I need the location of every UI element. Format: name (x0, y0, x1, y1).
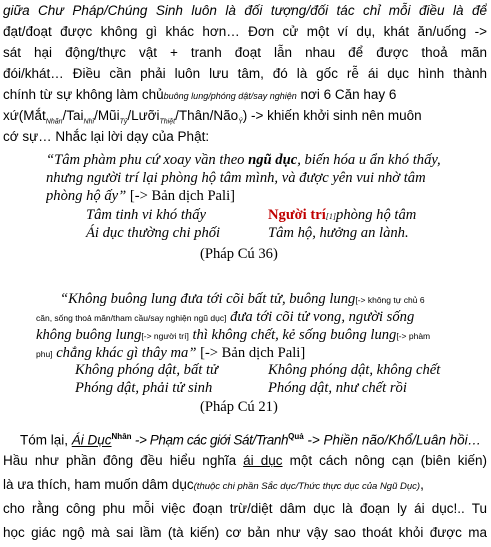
text: chính từ sự không làm chủ (3, 87, 164, 102)
text: thì không chết, kẻ sống buông lung (188, 327, 397, 343)
para1-line-5 (3, 84, 487, 107)
verse21-col2-line-1 (268, 361, 440, 379)
text: Tóm lại, (20, 432, 72, 448)
inline-note: căn, sống thoả mãn/tham cầu/say nghiện ngũ dục] (36, 313, 227, 323)
text: (Pháp Cú 36) (200, 246, 278, 262)
inline-note: [-> người trí] (141, 331, 189, 341)
pali-link[interactable]: [-> Bản dịch Pali] (196, 345, 306, 361)
text: “Tâm phàm phu cứ xoay vần theo (46, 152, 249, 168)
verse36-col1-line-1 (86, 206, 206, 224)
inline-note: [-> phàm (396, 331, 431, 341)
text: xứ(Mắt (3, 108, 46, 123)
text: nơi 6 Căn hay 6 (296, 87, 397, 102)
text: Ái dục thường chi phối (86, 225, 221, 241)
text: , (420, 477, 424, 492)
text: đạt/đoạt được không gì khác hơn… Đơn cử một ví dụ, khát ăn/uống -> (3, 24, 487, 39)
text: chẳng khác gì thây ma” (52, 345, 197, 361)
text: Phóng dật, như chết rồi (268, 380, 407, 396)
verse36-col2-line-1 (268, 206, 416, 226)
inline-note: (thuộc chi phần Sắc dục/Thức thực dục của Ngũ Dục) (193, 481, 421, 492)
superscript: Quả (288, 432, 304, 441)
para2-line-1 (3, 450, 487, 471)
text: cớ sự… Nhắc lại lời dạy của Phật: (3, 129, 210, 144)
para2-line-3 (3, 498, 487, 519)
text: /Mũi (94, 108, 120, 123)
inline-note: [-> không tự chủ 6 (355, 295, 425, 305)
verse21-col2-line-2 (268, 379, 407, 397)
emphasis: ngũ dục (248, 152, 298, 168)
subscript: Ý (238, 118, 243, 126)
text: giữa Chư Pháp/Chúng Sinh luôn là đối tượng/đối tác chỉ mỗi điều là để (3, 3, 487, 18)
subscript: Nhãn (45, 118, 63, 126)
term-ai-duc: Ái Dục (71, 432, 112, 448)
highlighted-term: Người trí (268, 207, 326, 223)
text: /Tai (62, 108, 84, 123)
inline-note: buông lung/phóng dật/say nghiện (163, 91, 297, 101)
text: phòng hộ ấy” (46, 188, 127, 204)
para2-line-4 (3, 522, 487, 543)
text: học giác ngộ mà sai lầm (tà kiến) cơ bản như vậy sao thoát khỏi được ma (3, 525, 487, 540)
text: nhưng người trí lại phòng hộ tâm mình, và được yên vui nhờ tâm (46, 170, 426, 186)
para1-line-3 (3, 42, 487, 63)
verse21-col1-line-2 (75, 379, 212, 397)
footnote-ref[interactable]: [1] (325, 212, 337, 221)
text: cho rằng công phu mỗi việc đoạn trừ/diệt dâm dục là đoạn ly ái dục!.. Tu (3, 501, 487, 516)
text: Không phóng dật, không chết (268, 362, 441, 378)
subscript: Tỷ (119, 118, 128, 126)
text: phòng hộ tâm (336, 207, 417, 223)
text: Tâm tinh vi khó thấy (86, 207, 206, 223)
superscript: Nhân (111, 432, 132, 441)
text: -> Phạm các giới Sát/Tranh (131, 432, 289, 448)
para1-line-1 (3, 0, 487, 21)
text: là ưa thích, ham muốn dâm dục (3, 477, 194, 492)
para1-line-4 (3, 63, 487, 84)
text: đói/khát… Điều cần phải luôn lưu tâm, đó là gốc rễ ái dục hình thành (3, 66, 487, 81)
summary-line (20, 426, 487, 451)
term-ai-duc: ái dục (243, 453, 283, 468)
text: Hầu như phần đông đều hiểu nghĩa (3, 453, 244, 468)
verse36-citation (200, 245, 278, 263)
inline-note: phu] (36, 349, 53, 359)
para1-line-6 (3, 105, 487, 126)
verse36-quote-line-1 (46, 151, 487, 169)
verse36-quote-line-3 (46, 187, 487, 205)
text: , biến hóa u ẩn khó thấy, (297, 152, 441, 168)
verse21-col1-line-1 (75, 361, 218, 379)
text: ) -> khiến khởi sinh nên muôn (242, 108, 422, 123)
text: Phóng dật, phải tử sinh (75, 380, 213, 396)
text: /Lưỡi (127, 108, 160, 123)
para2-line-2 (3, 474, 487, 497)
text: một cách nông cạn (biên kiến) (282, 453, 487, 468)
subscript: Thiệt (159, 118, 176, 126)
verse36-col1-line-2 (86, 224, 220, 242)
text: Tâm hộ, hưởng an lành. (268, 225, 409, 241)
text: “Không buông lung đưa tới cõi bất tử, buông lung (60, 291, 356, 307)
text: -> Phiền não/Khổ/Luân hồi… (303, 432, 482, 448)
text: (Pháp Cú 21) (200, 399, 278, 415)
verse36-quote-line-2 (46, 169, 487, 187)
text: không buông lung (36, 327, 142, 343)
subscript: Nhĩ (83, 118, 95, 126)
pali-link[interactable]: [-> Bản dịch Pali] (126, 188, 236, 204)
para1-line-2 (3, 21, 487, 42)
para1-line-7 (3, 126, 487, 147)
verse36-col2-line-2 (268, 224, 409, 242)
text: /Thân/Não (175, 108, 239, 123)
text: sát hại động/thực vật + tranh đoạt lẫn nhau để được thoả mãn (3, 45, 487, 60)
verse21-citation (200, 398, 278, 416)
text: Không phóng dật, bất tử (75, 362, 218, 378)
text: đưa tới cõi tử vong, người sống (226, 309, 415, 325)
